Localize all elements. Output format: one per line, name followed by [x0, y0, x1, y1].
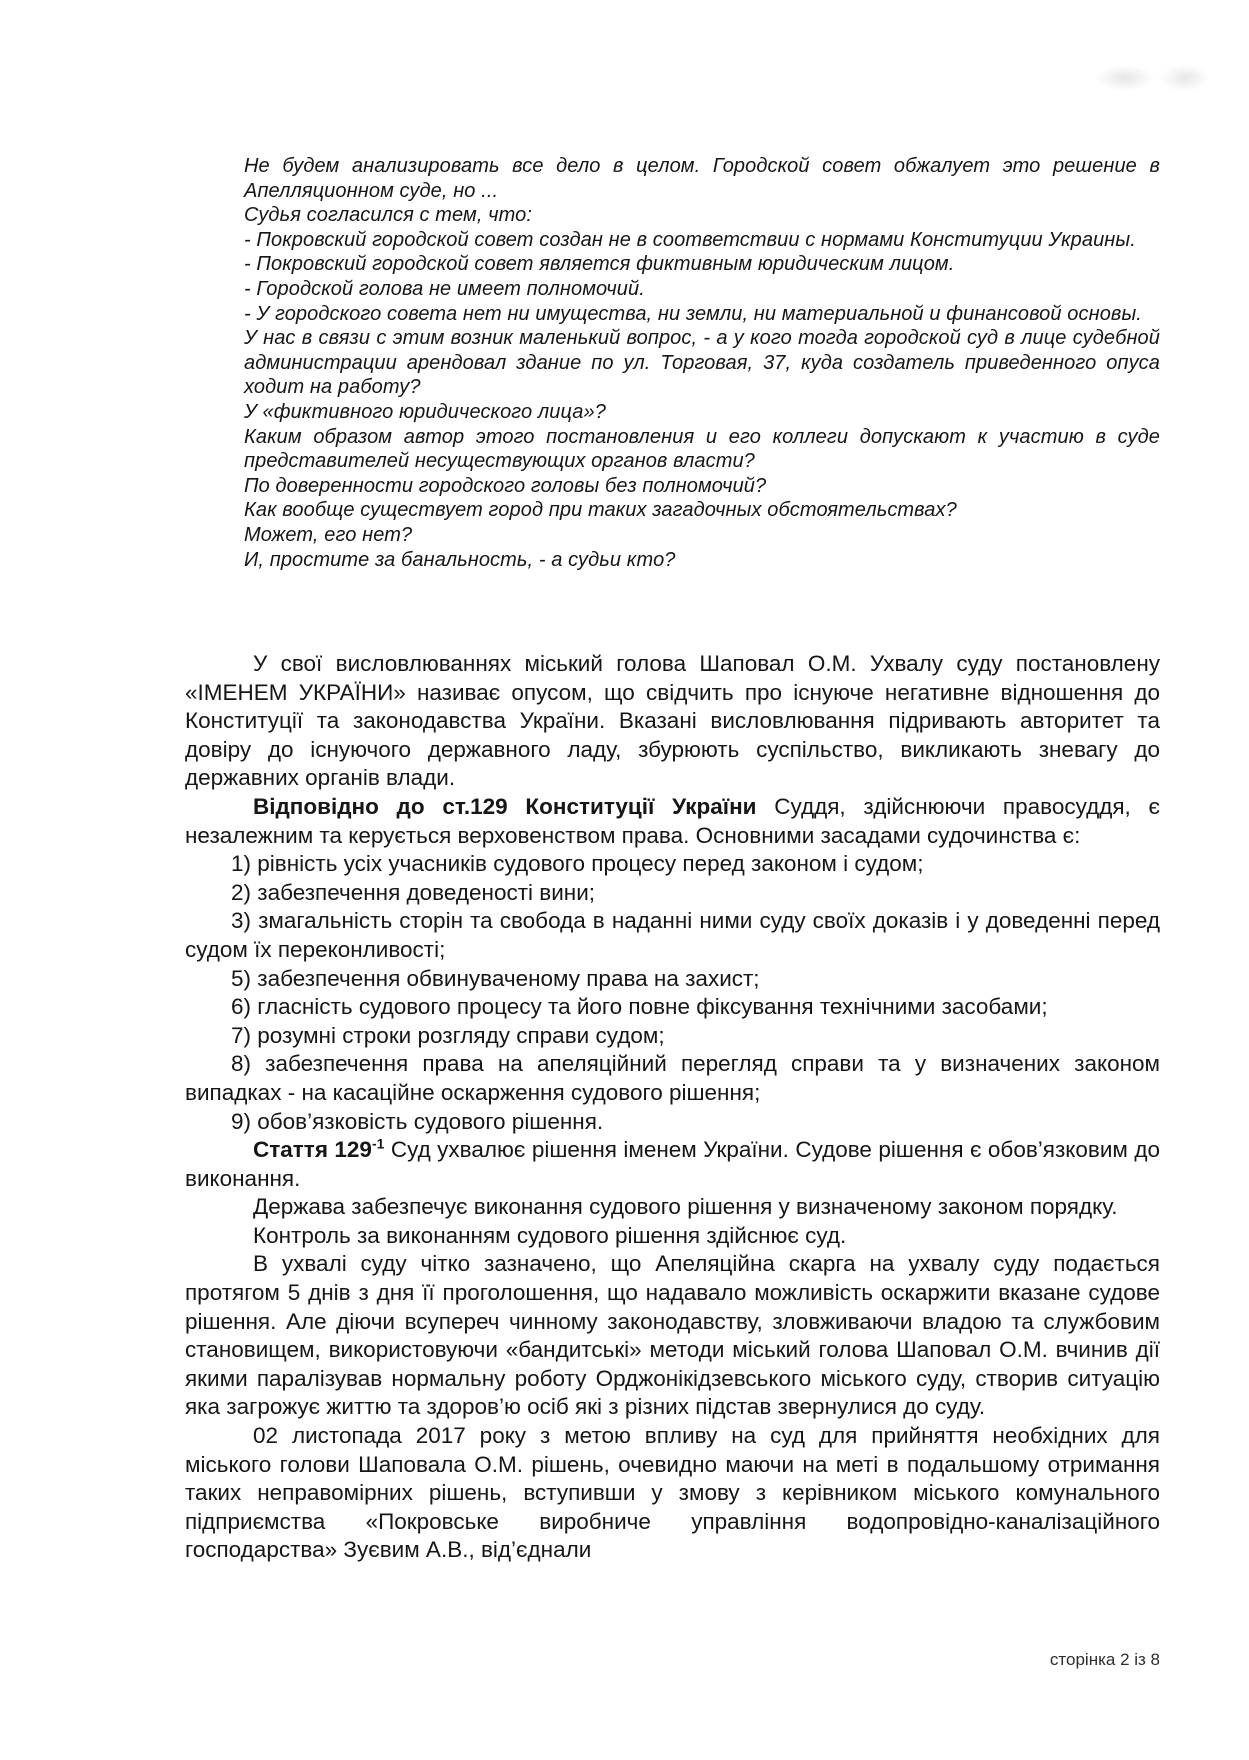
list-item: 9) обов’язковість судового рішення.	[231, 1108, 604, 1134]
list-item: 8) забезпечення права на апеляційний перегляд справи та у визначених законом випадках - на касаційне оскарження судового рішення;	[185, 1051, 1160, 1105]
quote-line: У «фиктивного юридического лица»?	[244, 400, 606, 423]
body-paragraph-november-events: 02 листопада 2017 року з метою впливу на суд для прийняття необхідних для міського голови Шаповала О.М. рішень, очевидно маючи на меті в подальшому отримання таких неправомірних рішень, вступивши у змову з керівником міського комунального підприємства «Покровське виробниче управління водопровідно-каналізаційного господарства» Зуєвим А.В., від’єднали	[185, 1423, 1160, 1563]
document-body	[185, 650, 1160, 1565]
quoted-article-excerpt	[244, 154, 1160, 572]
body-paragraph-article-129	[185, 793, 1160, 850]
quote-line: У нас в связи с этим возник маленький вопрос, - а у кого тогда городской суд в лице судебной администрации арендовал здание по ул. Торговая, 37, куда создатель приведенного опуса ходит на работу?	[244, 327, 1160, 399]
quote-line: Судья согласился с тем, что:	[244, 204, 533, 227]
quote-line: - Городской голова не имеет полномочий.	[244, 277, 645, 300]
quote-line: Может, его нет?	[244, 523, 413, 546]
article-129-text: Суддя, здійснюючи правосуддя, є незалежним та керується верховенством права. Основними засадами судочинства є:	[185, 793, 1160, 848]
quote-line: - Покровский городской совет является фиктивным юридическим лицом.	[244, 253, 955, 276]
quote-line: - Покровский городской совет создан не в соответствии с нормами Конституции Украины.	[244, 228, 1136, 251]
article-129-lead-bold: Відповідно до ст.129 Конституції України	[253, 793, 757, 819]
quote-line: И, простите за банальность, - а судьи кто?	[244, 548, 676, 571]
scan-artifact	[1160, 64, 1210, 92]
page-number: сторінка 2 із 8	[1049, 1650, 1160, 1669]
article-129-1-text: Суд ухвалює рішення іменем України. Судове рішення є обов’язковим до виконання.	[185, 1137, 1160, 1191]
article-129-1-lead-bold: Стаття 129	[253, 1137, 372, 1163]
body-paragraph-control: Контроль за виконанням судового рішення здійснює суд.	[253, 1222, 847, 1248]
list-item: 1) рівність усіх учасників судового процесу перед законом і судом;	[231, 851, 924, 877]
quote-line: Каким образом автор этого постановления и его коллеги допускают к участию в суде представителей несуществующих органов власти?	[244, 425, 1160, 473]
quote-line: Как вообще существует город при таких загадочных обстоятельствах?	[244, 499, 957, 522]
list-item: 3) змагальність сторін та свобода в наданні ними суду своїх доказів і у доведенні перед судом їх переконливості;	[185, 908, 1160, 962]
list-item: 5) забезпечення обвинуваченому права на захист;	[231, 965, 760, 991]
list-item: 2) забезпечення доведеності вини;	[231, 879, 596, 905]
scan-artifact	[1095, 65, 1155, 91]
quote-line: По доверенности городского головы без полномочий?	[244, 474, 767, 497]
quote-line: Не будем анализировать все дело в целом. Городской совет обжалует это решение в Апелляционном суде, но ...	[244, 155, 1160, 202]
article-129-1-superscript: -1	[371, 1135, 385, 1152]
quote-line: - У городского совета нет ни имущества, ни земли, ни материальной и финансовой основы.	[244, 302, 1142, 325]
body-paragraph-article-129-1	[185, 1136, 1160, 1193]
body-paragraph-state-enforcement: Держава забезпечує виконання судового рішення у визначеному законом порядку.	[253, 1194, 1118, 1220]
list-item: 7) розумні строки розгляду справи судом;	[231, 1022, 665, 1048]
list-item: 6) гласність судового процесу та його повне фіксування технічними засобами;	[231, 994, 1048, 1020]
body-paragraph-statements: У свої висловлюваннях міський голова Шаповал О.М. Ухвалу суду постановлену «ІМЕНЕМ УКРАЇНИ» називає опусом, що свідчить про існуюче негативне відношення до Конституції та законодавства України. Вказані висловлювання підривають авторитет та довіру до існуючого державного ладу, збурюють суспільство, викликають зневагу до державних органів влади.	[185, 651, 1160, 791]
body-paragraph-ruling-details: В ухвалі суду чітко зазначено, що Апеляційна скарга на ухвалу суду подається протягом 5 днів з дня її проголошення, що надавало можливість оскаржити вказане судове рішення. Але діючи всупереч чинному законодавству, зловживаючи владою та службовим становищем, використовуючи «бандитські» методи міський голова Шаповал О.М. вчинив дії якими паралізував нормальну роботу Орджонікідзевського міського суду, створив ситуацію яка загрожує життю та здоров’ю осіб які з різних підстав звернулися до суду.	[185, 1251, 1160, 1420]
